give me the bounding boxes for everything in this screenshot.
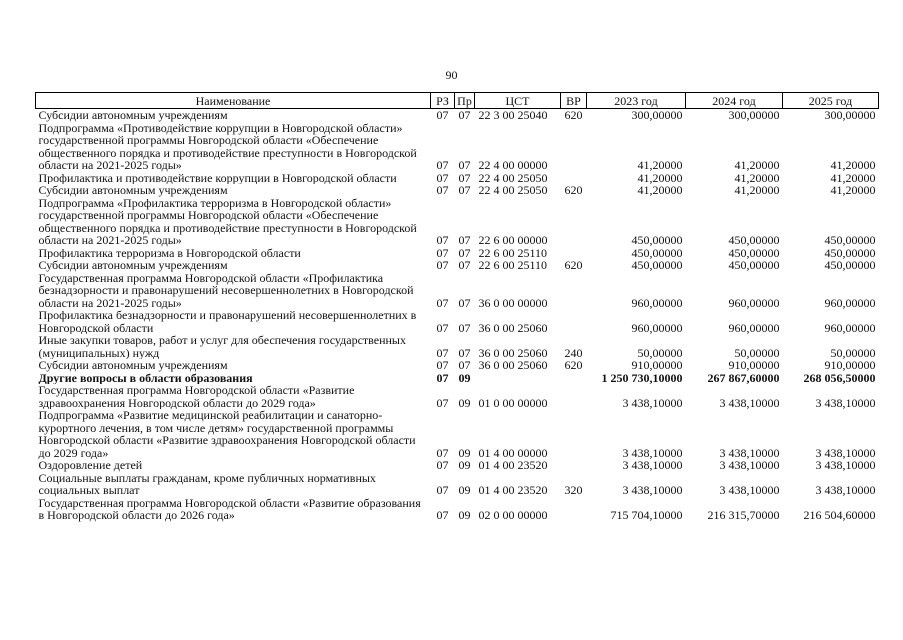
row-cst: 01 4 00 23520 bbox=[478, 483, 548, 497]
row-vr bbox=[561, 272, 587, 310]
row-rz: 07 bbox=[436, 171, 449, 184]
row-pr: 07 bbox=[458, 108, 471, 122]
row-pr: 07 bbox=[458, 171, 471, 184]
table-row bbox=[36, 459, 879, 472]
row-cst bbox=[475, 372, 561, 385]
row-vr bbox=[561, 247, 587, 260]
row-value-2025: 3 438,10000 bbox=[815, 445, 876, 459]
header-2023: 2023 год bbox=[587, 93, 686, 109]
row-vr bbox=[561, 122, 587, 172]
table-row bbox=[36, 359, 879, 372]
row-rz: 07 bbox=[436, 345, 449, 359]
row-vr bbox=[561, 372, 587, 385]
row-cst: 22 4 00 25050 bbox=[478, 184, 548, 197]
row-cst: 01 0 00 00000 bbox=[478, 395, 548, 409]
row-value-2024: 300,00000 bbox=[728, 108, 780, 122]
row-pr: 09 bbox=[458, 371, 471, 384]
row-pr: 07 bbox=[458, 233, 471, 247]
row-vr bbox=[561, 409, 587, 459]
row-value-2025: 910,00000 bbox=[824, 359, 876, 372]
row-name: Субсидии автономным учреждениям bbox=[38, 259, 228, 272]
row-pr: 09 bbox=[458, 395, 471, 409]
row-pr: 07 bbox=[458, 320, 471, 334]
row-rz: 07 bbox=[436, 108, 449, 122]
row-name: Иные закупки товаров, работ и услуг для обеспечения государственных (муниципальных) нужд bbox=[38, 334, 406, 359]
table-row bbox=[36, 372, 879, 385]
row-cst: 01 4 00 23520 bbox=[478, 459, 548, 472]
row-cst: 02 0 00 00000 bbox=[478, 508, 548, 522]
header-rz: РЗ bbox=[431, 93, 455, 109]
budget-table bbox=[35, 92, 879, 522]
row-rz: 07 bbox=[436, 246, 449, 259]
row-name: Субсидии автономным учреждениям bbox=[38, 108, 228, 122]
row-vr: 620 bbox=[564, 184, 583, 197]
row-vr bbox=[561, 309, 587, 334]
row-rz: 07 bbox=[436, 295, 449, 309]
row-value-2024: 267 867,60000 bbox=[707, 371, 780, 384]
row-value-2024: 3 438,10000 bbox=[719, 483, 780, 497]
row-rz: 07 bbox=[436, 184, 449, 197]
row-vr bbox=[561, 172, 587, 185]
row-value-2023: 715 704,10000 bbox=[610, 508, 683, 522]
table-row bbox=[36, 109, 879, 122]
row-value-2025: 450,00000 bbox=[824, 246, 876, 259]
row-pr: 09 bbox=[458, 508, 471, 522]
row-value-2024: 41,20000 bbox=[734, 158, 780, 172]
row-cst: 22 4 00 00000 bbox=[478, 158, 548, 172]
table-row bbox=[36, 197, 879, 247]
row-value-2024: 450,00000 bbox=[728, 259, 780, 272]
table-row bbox=[36, 472, 879, 497]
row-value-2025: 41,20000 bbox=[830, 184, 876, 197]
row-cst: 36 0 00 25060 bbox=[478, 345, 548, 359]
row-name: Социальные выплаты гражданам, кроме публичных нормативных социальных выплат bbox=[38, 471, 376, 497]
row-vr: 620 bbox=[564, 359, 583, 372]
row-value-2025: 50,00000 bbox=[830, 345, 876, 359]
row-value-2025: 268 056,50000 bbox=[803, 371, 876, 384]
row-value-2024: 910,00000 bbox=[728, 359, 780, 372]
row-name: Профилактика безнадзорности и правонарушений несовершеннолетних в Новгородской области bbox=[38, 309, 417, 334]
row-value-2023: 960,00000 bbox=[631, 320, 683, 334]
row-value-2024: 3 438,10000 bbox=[719, 395, 780, 409]
table-body bbox=[36, 109, 879, 522]
row-value-2025: 41,20000 bbox=[830, 158, 876, 172]
row-vr: 320 bbox=[564, 483, 583, 497]
row-name: Подпрограмма «Профилактика терроризма в Новгородской области» государственной программы Новгородской области «Обеспечение общественного порядка и противодействие преступности в Новгородской области на 2021-2025 годы» bbox=[38, 196, 417, 247]
row-value-2025: 3 438,10000 bbox=[815, 459, 876, 472]
row-value-2023: 450,00000 bbox=[631, 259, 683, 272]
row-rz: 07 bbox=[436, 359, 449, 372]
header-vr: ВР bbox=[561, 93, 587, 109]
row-rz: 07 bbox=[436, 259, 449, 272]
row-pr: 07 bbox=[458, 184, 471, 197]
row-pr: 09 bbox=[458, 459, 471, 472]
row-vr bbox=[561, 384, 587, 409]
row-name: Государственная программа Новгородской области «Развитие образования в Новгородской области до 2026 года» bbox=[38, 496, 421, 522]
row-value-2023: 41,20000 bbox=[637, 171, 683, 184]
row-pr: 07 bbox=[458, 158, 471, 172]
row-value-2025: 960,00000 bbox=[824, 295, 876, 309]
row-value-2023: 3 438,10000 bbox=[622, 483, 683, 497]
table-row bbox=[36, 172, 879, 185]
row-rz: 07 bbox=[436, 371, 449, 384]
row-value-2024: 50,00000 bbox=[734, 345, 780, 359]
row-value-2023: 1 250 730,10000 bbox=[601, 371, 683, 384]
row-cst: 22 6 00 25110 bbox=[478, 259, 548, 272]
row-value-2024: 960,00000 bbox=[728, 295, 780, 309]
page-number: 90 bbox=[445, 68, 458, 82]
table-row bbox=[36, 384, 879, 409]
row-vr: 620 bbox=[564, 108, 583, 122]
row-pr: 07 bbox=[458, 345, 471, 359]
row-value-2023: 41,20000 bbox=[637, 158, 683, 172]
row-value-2024: 41,20000 bbox=[734, 171, 780, 184]
row-value-2024: 450,00000 bbox=[728, 246, 780, 259]
table-row bbox=[36, 272, 879, 310]
row-value-2025: 3 438,10000 bbox=[815, 483, 876, 497]
row-value-2023: 450,00000 bbox=[631, 233, 683, 247]
row-name: Подпрограмма «Противодействие коррупции в Новгородской области» государственной программы Новгородской области «Обеспечение общественного порядка и противодействие преступности в Новгородской области на 2021-2025 годы» bbox=[38, 121, 417, 172]
row-cst: 22 6 00 25110 bbox=[478, 246, 548, 259]
row-value-2023: 300,00000 bbox=[631, 108, 683, 122]
row-value-2024: 41,20000 bbox=[734, 184, 780, 197]
row-name: Субсидии автономным учреждениям bbox=[38, 184, 228, 197]
row-pr: 09 bbox=[458, 483, 471, 497]
row-rz: 07 bbox=[436, 445, 449, 459]
table-row bbox=[36, 247, 879, 260]
row-name: Другие вопросы в области образования bbox=[38, 371, 253, 384]
row-value-2024: 216 315,70000 bbox=[707, 508, 780, 522]
row-vr bbox=[561, 459, 587, 472]
table-row bbox=[36, 184, 879, 197]
row-value-2023: 450,00000 bbox=[631, 246, 683, 259]
row-rz: 07 bbox=[436, 233, 449, 247]
table-row bbox=[36, 334, 879, 359]
table-row bbox=[36, 122, 879, 172]
row-rz: 07 bbox=[436, 483, 449, 497]
row-cst: 36 0 00 25060 bbox=[478, 359, 548, 372]
row-value-2024: 3 438,10000 bbox=[719, 459, 780, 472]
row-value-2025: 450,00000 bbox=[824, 259, 876, 272]
row-value-2024: 450,00000 bbox=[728, 233, 780, 247]
row-vr bbox=[561, 197, 587, 247]
row-pr: 07 bbox=[458, 295, 471, 309]
row-cst: 22 4 00 25050 bbox=[478, 171, 548, 184]
row-value-2025: 3 438,10000 bbox=[815, 395, 876, 409]
row-value-2023: 3 438,10000 bbox=[622, 395, 683, 409]
row-value-2023: 41,20000 bbox=[637, 184, 683, 197]
row-name: Подпрограмма «Развитие медицинской реабилитации и санаторно-курортного лечения, в том числе детям» государственной программы Новгородской области «Развитие здравоохранения Новгородской области до 2029 года» bbox=[38, 409, 416, 459]
row-value-2025: 300,00000 bbox=[824, 108, 876, 122]
row-vr: 240 bbox=[564, 345, 583, 359]
row-pr: 07 bbox=[458, 246, 471, 259]
row-value-2025: 450,00000 bbox=[824, 233, 876, 247]
header-2024: 2024 год bbox=[686, 93, 783, 109]
row-rz: 07 bbox=[436, 459, 449, 472]
row-pr: 07 bbox=[458, 259, 471, 272]
row-rz: 07 bbox=[436, 395, 449, 409]
row-cst: 22 6 00 00000 bbox=[478, 233, 548, 247]
header-2025: 2025 год bbox=[783, 93, 879, 109]
row-value-2025: 216 504,60000 bbox=[803, 508, 876, 522]
row-value-2024: 3 438,10000 bbox=[719, 445, 780, 459]
row-vr: 620 bbox=[564, 259, 583, 272]
row-vr bbox=[561, 497, 587, 522]
header-cst: ЦСТ bbox=[475, 93, 561, 109]
row-value-2023: 3 438,10000 bbox=[622, 459, 683, 472]
row-value-2023: 50,00000 bbox=[637, 345, 683, 359]
row-rz: 07 bbox=[436, 508, 449, 522]
row-cst: 22 3 00 25040 bbox=[478, 108, 548, 122]
row-name: Профилактика терроризма в Новгородской области bbox=[38, 246, 301, 259]
row-value-2023: 910,00000 bbox=[631, 359, 683, 372]
row-value-2023: 960,00000 bbox=[631, 295, 683, 309]
row-name: Оздоровление детей bbox=[38, 459, 143, 472]
row-name: Профилактика и противодействие коррупции в Новгородской области bbox=[38, 171, 397, 184]
row-name: Государственная программа Новгородской области «Профилактика безнадзорности и правонарушений несовершеннолетних в Новгородской области на 2021-2025 годы» bbox=[38, 271, 414, 309]
table-header-row bbox=[36, 93, 879, 109]
row-rz: 07 bbox=[436, 320, 449, 334]
row-value-2024: 960,00000 bbox=[728, 320, 780, 334]
row-pr: 07 bbox=[458, 359, 471, 372]
table-row bbox=[36, 309, 879, 334]
header-pr: Пр bbox=[455, 93, 475, 109]
header-name: Наименование bbox=[36, 93, 431, 109]
row-value-2025: 960,00000 bbox=[824, 320, 876, 334]
row-cst: 36 0 00 00000 bbox=[478, 295, 548, 309]
table-row bbox=[36, 259, 879, 272]
row-cst: 01 4 00 00000 bbox=[478, 445, 548, 459]
row-value-2023: 3 438,10000 bbox=[622, 445, 683, 459]
row-name: Субсидии автономным учреждениям bbox=[38, 359, 228, 372]
row-pr: 09 bbox=[458, 445, 471, 459]
table-row bbox=[36, 497, 879, 522]
row-cst: 36 0 00 25060 bbox=[478, 320, 548, 334]
row-value-2025: 41,20000 bbox=[830, 171, 876, 184]
table-row bbox=[36, 409, 879, 459]
row-name: Государственная программа Новгородской области «Развитие здравоохранения Новгородской области до 2029 года» bbox=[38, 384, 355, 409]
row-rz: 07 bbox=[436, 158, 449, 172]
